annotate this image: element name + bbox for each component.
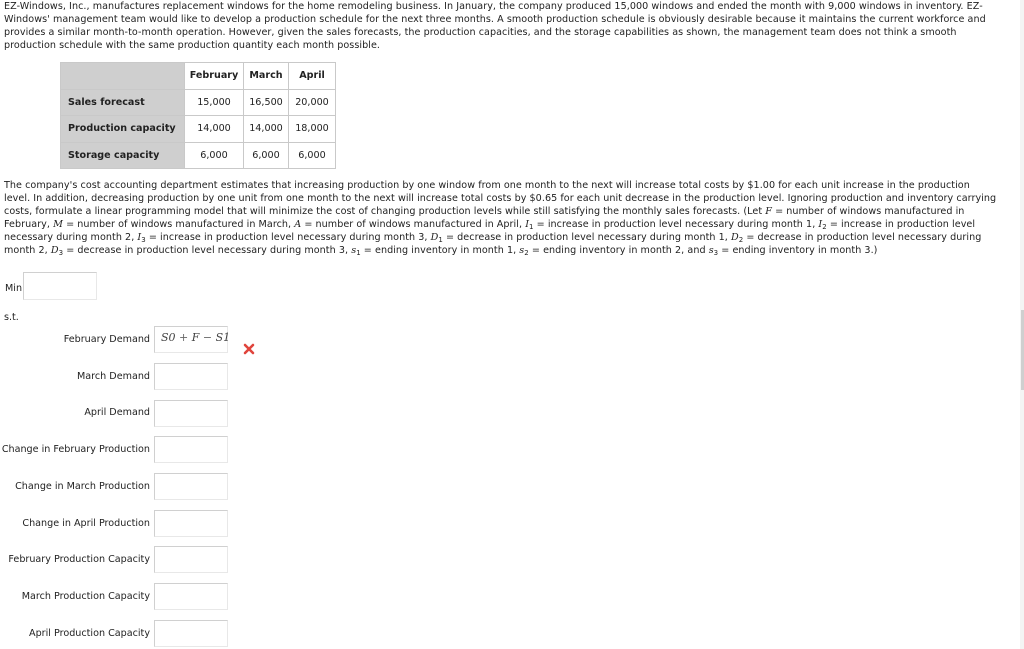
february-demand-input[interactable]	[154, 326, 231, 353]
constraint-label-march-demand: March Demand	[77, 371, 150, 382]
problem-intro-text: EZ-Windows, Inc., manufactures replacement windows for the home remodeling business. In January, the company produced 15,000 windows and ended the month with 9,000 windows in inventory. EZ-Windows' management team would like to develop a production schedule for the next three months. A smooth production schedule is obviously desirable because it maintains the current workforce and provides a similar month-to-month operation. However, given the sales forecasts, the production capacities, and the storage capabilities as shown, the management team does not think a smooth production schedule with the same production quantity each month possible.	[4, 1, 986, 52]
constraint-label-change-april: Change in April Production	[22, 518, 150, 529]
february-capacity-input[interactable]	[154, 546, 228, 573]
change-march-input[interactable]	[154, 473, 228, 500]
change-april-input[interactable]	[154, 510, 228, 537]
row-label: Storage capacity	[61, 142, 185, 169]
objective-input[interactable]	[23, 272, 97, 300]
constraint-label-change-february: Change in February Production	[1, 444, 150, 455]
row-label: Production capacity	[61, 116, 185, 143]
table-cell: 18,000	[289, 116, 336, 143]
march-capacity-input[interactable]	[154, 583, 228, 610]
column-header: March	[244, 63, 289, 90]
constraint-label-april-demand: April Demand	[84, 407, 150, 418]
min-label: Min	[5, 283, 23, 294]
constraint-label-february-capacity: February Production Capacity	[8, 554, 150, 565]
subject-to-label: s.t.	[4, 312, 19, 323]
table-row	[61, 142, 336, 169]
table-cell: 14,000	[244, 116, 289, 143]
problem-instructions-text: The company's cost accounting department estimates that increasing production by one window from one month to the next will increase total costs by $1.00 for each unit increase in the production level. In addition, decreasing production by one unit from one month to the next will increase total costs by $0.65 for each unit decrease in the production level. Ignoring production and inventory carrying costs, formulate a linear programming model that will minimize the cost of changing production levels while still satisfying the monthly sales forecasts. (Let F = number of windows manufactured in February, M = number of windows manufactured in March, A = number of windows manufactured in April, $I_1$ = increase in production level necessary during month 1, $I_2$ = increase in production level necessary during month 2, $I_3$ = increase in production level necessary during month 3, $D_1$ = decrease in production level necessary during month 1, $D_2$ = decrease in production level necessary during month 2, $D_3$ = decrease in production level necessary during month 3, $s_1$ = ending inventory in month 1, $s_2$ = ending inventory in month 2, and $s_3$ = ending inventory in month 3.)	[4, 180, 997, 258]
april-demand-input[interactable]	[154, 400, 228, 427]
row-label: Sales forecast	[61, 89, 185, 116]
table-corner	[61, 63, 185, 90]
march-demand-input[interactable]	[154, 363, 228, 390]
table-header-row	[61, 63, 336, 90]
constraint-label-change-march: Change in March Production	[15, 481, 150, 492]
incorrect-icon	[243, 343, 255, 355]
table-cell: 16,500	[244, 89, 289, 116]
table-cell: 14,000	[185, 116, 244, 143]
column-header: February	[185, 63, 244, 90]
column-header: April	[289, 63, 336, 90]
change-february-input[interactable]	[154, 436, 228, 463]
table-cell: 6,000	[185, 142, 244, 169]
table-row	[61, 89, 336, 116]
april-capacity-input[interactable]	[154, 620, 228, 647]
table-row	[61, 116, 336, 143]
forecast-table	[60, 62, 336, 169]
entered-expression: S0 + F − S1	[161, 331, 231, 344]
table-cell: 15,000	[185, 89, 244, 116]
table-cell: 6,000	[289, 142, 336, 169]
table-cell: 20,000	[289, 89, 336, 116]
constraint-label-april-capacity: April Production Capacity	[29, 628, 150, 639]
table-cell: 6,000	[244, 142, 289, 169]
constraint-label-march-capacity: March Production Capacity	[21, 591, 150, 602]
constraint-label-february-demand: February Demand	[63, 334, 150, 345]
